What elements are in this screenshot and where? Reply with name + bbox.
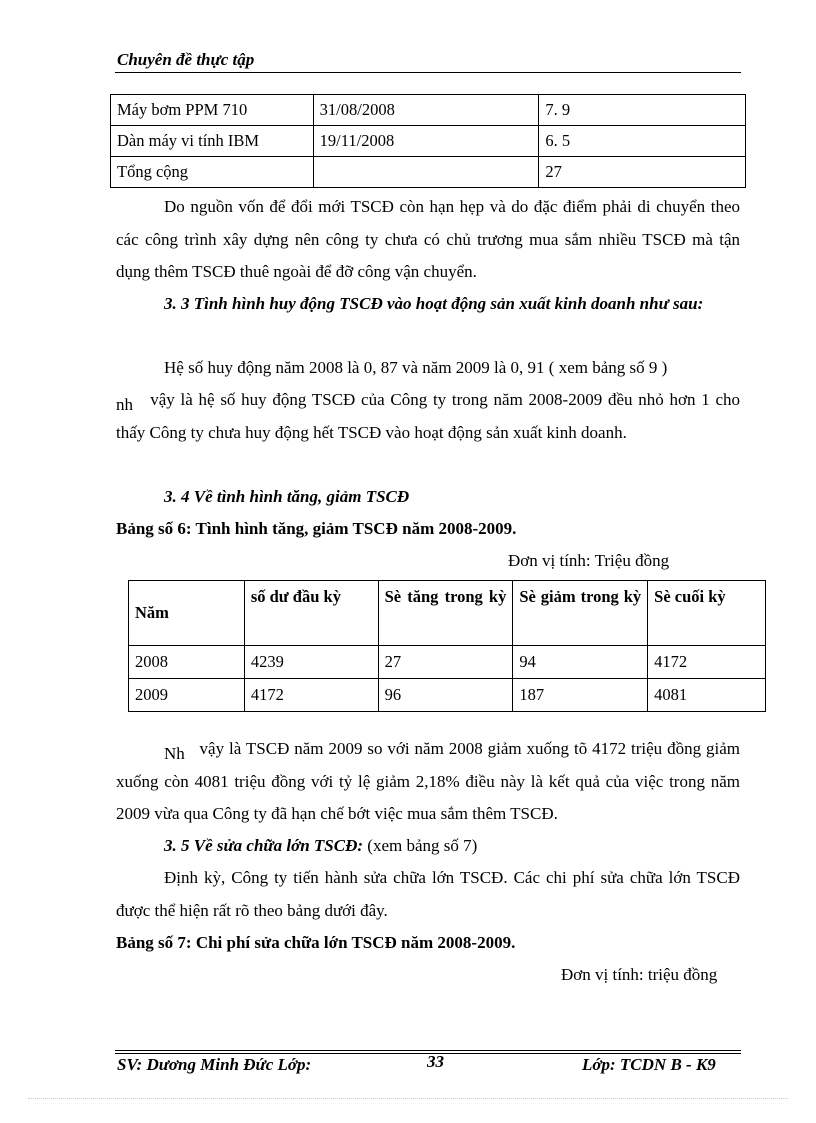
table-cell: 6. 5 [539,126,746,157]
footer-class: Lớp: TCDN B - K9 [582,1055,716,1074]
paragraph-fragment: nh [116,395,133,414]
increase-decrease-table [128,580,766,712]
table-cell [313,157,539,188]
heading-3-5-line [116,830,740,863]
assets-table [110,94,746,188]
page-header-title: Chuyên đề thực tập [117,50,255,69]
table-cell: 4239 [244,646,378,679]
column-header: Sè giảm trong kỳ [513,581,648,646]
paragraph-capital-note: Do nguồn vốn để đổi mới TSCĐ còn hạn hẹp và do đặc điểm phải di chuyển theo các công trình xây dựng nên công ty chưa có chủ trương mua sắm nhiều TSCĐ mà tận dụng thêm TSCĐ thuê ngoài để đỡ công vận chuyển. [116,197,740,281]
paragraph-reduction [116,733,740,831]
paragraph-text: vậy là hệ số huy động TSCĐ của Công ty trong năm 2008-2009 đều nhỏ hơn 1 cho thấy Công ty chưa huy động hết TSCĐ vào hoạt động sản xuất kinh doanh. [116,390,741,442]
table-cell: 19/11/2008 [313,126,539,157]
table-row [111,95,746,126]
table-cell: 94 [513,646,648,679]
table-cell: Dàn máy vi tính IBM [111,126,314,157]
footer-student: SV: Dương Minh Đức Lớp: [117,1055,312,1074]
table-cell: Máy bơm PPM 710 [111,95,314,126]
table-cell: 4172 [648,646,766,679]
table-cell: 27 [378,646,513,679]
table-cell: Tổng cộng [111,157,314,188]
table-cell: 2009 [129,679,245,712]
table-cell: 4081 [648,679,766,712]
table7-unit: Đơn vị tính: triệu đồng [561,965,718,984]
column-header: Sè cuối kỳ [648,581,766,646]
table-cell: 4172 [244,679,378,712]
footer-divider [115,1050,741,1051]
table-cell: 31/08/2008 [313,95,539,126]
table-cell: 2008 [129,646,245,679]
footer-page-number: 33 [427,1052,444,1071]
header-divider [115,72,741,73]
table6-caption: Bảng số 6: Tình hình tăng, giảm TSCĐ năm 2008-2009. [116,519,517,538]
paragraph-text: vậy là TSCĐ năm 2009 so với năm 2008 giảm xuống tõ 4172 triệu đồng giảm xuống còn 4081 triệu đồng với tỷ lệ giảm 2,18% điều này là kết quả của việc trong năm 2009 vừa qua Công ty đã hạn chế bớt việc mua sắm thêm TSCĐ. [116,739,741,823]
table-cell: 7. 9 [539,95,746,126]
page-edge-dotted-line [28,1098,788,1099]
column-header: Sè tăng trong kỳ [378,581,513,646]
table-row [129,679,766,712]
table7-caption: Bảng số 7: Chi phí sửa chữa lớn TSCĐ năm 2008-2009. [116,933,516,952]
table-row [111,126,746,157]
table-cell: 27 [539,157,746,188]
column-header: Năm [129,581,245,646]
heading-3-5-note: (xem bảng số 7) [363,836,478,855]
table-row [111,157,746,188]
table-header-row [129,581,766,646]
table-cell: 187 [513,679,648,712]
paragraph-mobilization-line1: Hệ số huy động năm 2008 là 0, 87 và năm 2009 là 0, 91 ( xem bảng số 9 ) [164,358,668,377]
heading-3-4: 3. 4 Về tình hình tăng, giảm TSCĐ [164,487,410,506]
paragraph-mobilization [116,384,740,449]
table6-unit: Đơn vị tính: Triệu đồng [508,551,670,570]
table-cell: 96 [378,679,513,712]
paragraph-fragment: Nh [164,744,185,763]
table-row [129,646,766,679]
heading-3-3: 3. 3 Tình hình huy động TSCĐ vào hoạt động sản xuất kinh doanh như sau: [164,294,704,313]
heading-3-5: 3. 5 Về sửa chữa lớn TSCĐ: [164,836,364,855]
paragraph-repair: Định kỳ, Công ty tiến hành sửa chữa lớn TSCĐ. Các chi phí sửa chữa lớn TSCĐ được thể hiện rất rõ theo bảng dưới đây. [116,868,740,920]
column-header: số dư đầu kỳ [244,581,378,646]
